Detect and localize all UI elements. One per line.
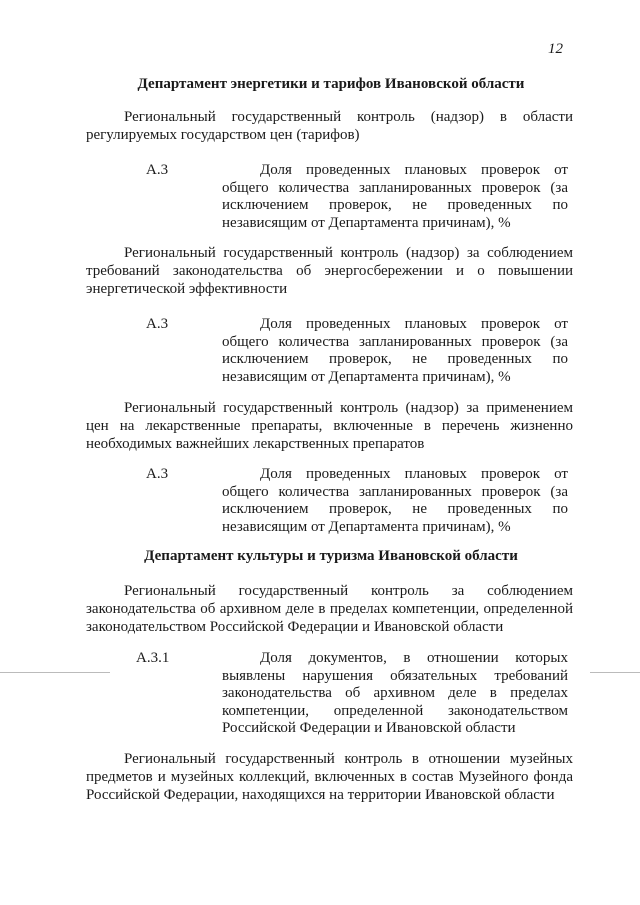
indicator-code: А.3.1 — [136, 650, 170, 666]
indicator-code: А.3 — [146, 162, 169, 178]
scan-artifact — [0, 672, 110, 673]
control-title-energy-saving: Региональный государственный контроль (надзор) за соблюдением требований законодательства об энергосбережении и о повышении энергетической эффективности — [86, 245, 573, 297]
indicator-text: Доля проведенных плановых проверок от общего количества запланированных проверок (за исключением проверок, не проведенных по независящим от Департамента причинам), % — [222, 466, 568, 535]
indicator-code: А.3 — [146, 316, 169, 332]
indicator-text: Доля документов, в отношении которых выявлены нарушения обязательных требований законодательства об архивном деле в пределах компетенции, определенной законодательством Российской Федерации и Ивановской области — [222, 650, 568, 736]
control-title-archives: Региональный государственный контроль за соблюдением законодательства об архивном деле в пределах компетенции, определенной законодательством Российской Федерации и Ивановской области — [86, 583, 573, 635]
section-heading-culture: Департамент культуры и туризма Ивановской области — [144, 548, 518, 564]
control-title-drug-prices: Региональный государственный контроль (надзор) за применением цен на лекарственные препараты, включенные в перечень жизненно необходимых важнейших лекарственных препаратов — [86, 400, 573, 452]
section-heading-energy: Департамент энергетики и тарифов Ивановской области — [137, 76, 525, 92]
control-title-tariffs: Региональный государственный контроль (надзор) в области регулируемых государством цен (тарифов) — [86, 109, 573, 143]
indicator-text: Доля проведенных плановых проверок от общего количества запланированных проверок (за исключением проверок, не проведенных по независящим от Департамента причинам), % — [222, 162, 568, 231]
page-number: 12 — [548, 41, 563, 57]
indicator-code: А.3 — [146, 466, 169, 482]
scan-artifact — [590, 672, 640, 673]
control-title-museums: Региональный государственный контроль в отношении музейных предметов и музейных коллекций, включенных в состав Музейного фонда Российской Федерации, находящихся на территории Ивановской области — [86, 751, 573, 803]
indicator-text: Доля проведенных плановых проверок от общего количества запланированных проверок (за исключением проверок, не проведенных по независящим от Департамента причинам), % — [222, 316, 568, 385]
